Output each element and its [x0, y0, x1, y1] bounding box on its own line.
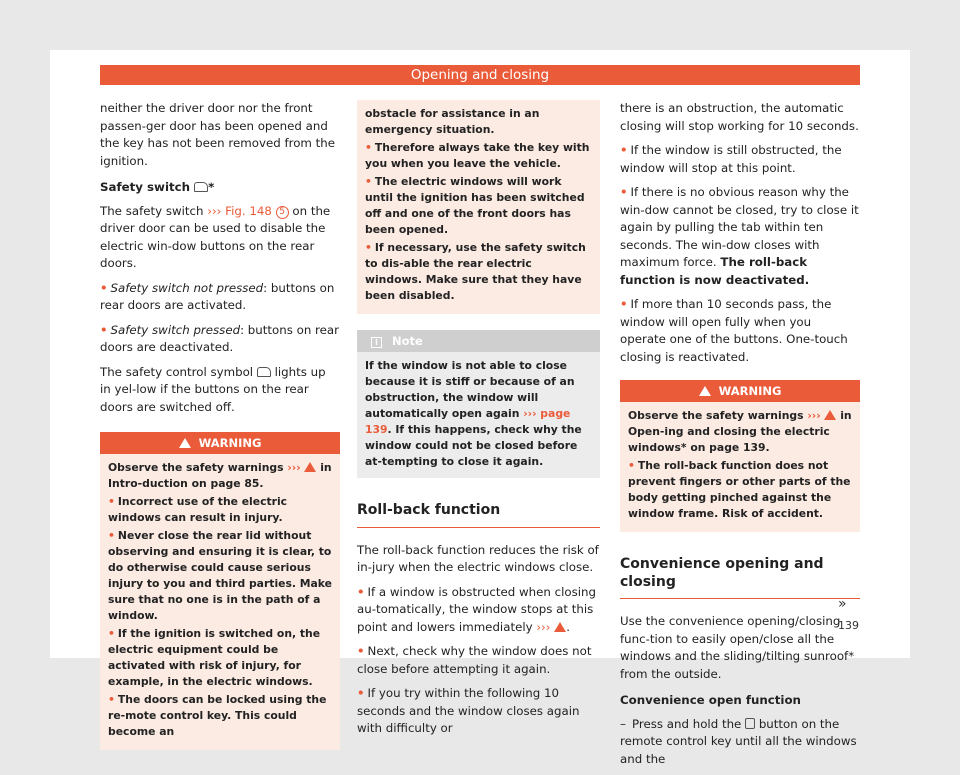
warning-body: Observe the safety warnings ››› in Open-ing and closing the electric windows* on page 139. • The roll-back function does not prevent fingers or other parts of the body getting pinched against the window frame. Risk of accident. — [628, 409, 852, 520]
bullet-icon: • — [620, 143, 628, 157]
safety-switch-heading: Safety switch * — [100, 180, 215, 194]
bullet-icon: • — [620, 297, 628, 311]
list-item: • Incorrect use of the electric windows can result in injury. — [108, 495, 288, 524]
page-number: 139 — [838, 619, 859, 632]
list-item: • If there is no obvious reason why the win-dow cannot be closed, try to close it again by pulling the tab within ten seconds. The win-dow closes with maximum force. The roll-back function is now deactivated. — [620, 185, 859, 287]
warning-triangle-icon — [304, 462, 316, 472]
column-2 — [357, 100, 600, 745]
page-header: Opening and closing — [100, 65, 860, 85]
paragraph: neither the driver door nor the front passen-ger door has been opened and the key has not been removed from the ignition. — [100, 101, 336, 168]
paragraph: The roll-back function reduces the risk of in-jury when the electric windows close. — [357, 542, 599, 574]
warning-body: obstacle for assistance in an emergency situation. • Therefore always take the key with you when you leave the vehicle. • The electric windows will work until the ignition has been switched off and one of the front doors has been opened. • If necessary, use the safety switch to dis-able the rear electric windows. Make sure that they have been disabled. — [357, 100, 600, 314]
callout-number: 5 — [276, 206, 289, 219]
warning-box — [620, 380, 860, 532]
unlock-icon — [745, 718, 755, 729]
list-item: • The roll-back function does not prevent fingers or other parts of the body getting pinched against the window frame. Risk of accident. — [628, 459, 851, 520]
list-item: • Safety switch not pressed: buttons on rear doors are activated. — [100, 280, 335, 312]
bullet-icon: • — [628, 459, 635, 472]
bullet-icon: • — [365, 175, 372, 188]
info-icon: i — [371, 337, 382, 348]
paragraph: Use the convenience opening/closing func-tion to easily open/close all the windows and the sliding/tilting sunroof* from the outside. — [620, 614, 855, 681]
continue-marker: » — [838, 596, 847, 612]
paragraph: The safety control symbol lights up in yel-low if the buttons on the rear doors are switched off. — [100, 364, 326, 414]
column-3 — [620, 100, 860, 775]
warning-link[interactable]: ››› — [536, 619, 551, 634]
bullet-icon: • — [620, 185, 628, 199]
warning-triangle-icon — [179, 438, 191, 448]
bullet-icon: • — [365, 241, 372, 254]
list-item: • If you try within the following 10 seconds and the window closes again with difficulty or — [357, 686, 580, 735]
page-link[interactable]: ››› page 139 — [365, 407, 571, 436]
note-body: If the window is not able to close because it is stiff or because of an obstruction, the window will automatically open again ››› page 139. If this happens, check why the window could not be closed before at-tempting to close it again. — [365, 359, 582, 468]
paragraph: there is an obstruction, the automatic closing will stop working for 10 seconds. — [620, 101, 859, 133]
note-box — [357, 330, 600, 478]
section-heading-roll-back: Roll-back function — [357, 502, 600, 528]
list-item: • If the window is still obstructed, the window will stop at this point. — [620, 143, 842, 175]
bullet-icon: • — [108, 529, 115, 542]
bullet-icon: • — [357, 686, 365, 700]
paragraph: The safety switch ››› Fig. 148 5 on the driver door can be used to disable the electric win-dow buttons on the rear doors. — [100, 203, 331, 270]
warning-header: WARNING — [620, 380, 860, 402]
warning-body: Observe the safety warnings ››› in Intro-duction on page 85. • Incorrect use of the electric windows can result in injury. • Never close the rear lid without observing and ensuring it is clear, to do otherwise could cause serious injury to you and third parties. Make sure that no one is in the path of a window. • If the ignition is switched on, the electric equipment could be activated with risk of injury, for example, in the electric windows. • The doors can be locked using the re-mote control key. This could become an — [108, 461, 333, 738]
warning-triangle-icon — [699, 386, 711, 396]
car-safety-icon — [257, 367, 271, 377]
warning-box — [100, 432, 340, 750]
bullet-icon: • — [100, 322, 108, 337]
list-item: • The electric windows will work until the ignition has been switched off and one of the front doors has been opened. — [365, 175, 585, 236]
list-item: • If necessary, use the safety switch to dis-able the rear electric windows. Make sure that they have been disabled. — [365, 241, 586, 302]
bullet-icon: • — [108, 627, 115, 640]
bullet-icon: • — [365, 141, 372, 154]
bullet-icon: • — [357, 584, 365, 599]
bullet-icon: • — [108, 495, 115, 508]
warning-header: WARNING — [100, 432, 340, 454]
list-item: • Next, check why the window does not close before attempting it again. — [357, 644, 592, 676]
column-1 — [100, 100, 340, 750]
list-item: • If more than 10 seconds pass, the window will open fully when you operate one of the buttons. One-touch closing is reactivated. — [620, 297, 848, 364]
list-item: • If a window is obstructed when closing au-tomatically, the window stops at this point and lowers immediately ››› . — [357, 584, 596, 634]
warning-box-continued — [357, 100, 600, 314]
car-safety-icon — [194, 182, 208, 192]
list-item: • Never close the rear lid without observing and ensuring it is clear, to do otherwise could cause serious injury to you and third parties. Make sure that no one is in the path of a window. — [108, 529, 333, 622]
warning-triangle-icon — [554, 622, 566, 632]
list-item: • The doors can be locked using the re-mote control key. This could become an — [108, 693, 327, 738]
subheading: Convenience open function — [620, 693, 801, 707]
warning-triangle-icon — [824, 410, 836, 420]
list-item: • If the ignition is switched on, the electric equipment could be activated with risk of injury, for example, in the electric windows. — [108, 627, 321, 688]
step: – Press and hold the button on the remote control key until all the windows and the — [620, 716, 857, 766]
figure-link[interactable]: ››› Fig. 148 — [207, 203, 272, 218]
bullet-icon: • — [357, 644, 365, 658]
note-header: i Note — [357, 330, 600, 352]
bullet-icon: • — [100, 280, 108, 295]
bullet-icon: • — [108, 693, 115, 706]
warning-link[interactable]: ››› — [807, 409, 821, 422]
section-heading-convenience: Convenience opening and closing — [620, 556, 860, 599]
warning-link[interactable]: ››› — [287, 461, 301, 474]
list-item: • Therefore always take the key with you when you leave the vehicle. — [365, 141, 590, 170]
list-item: • Safety switch pressed: buttons on rear doors are deactivated. — [100, 322, 339, 354]
